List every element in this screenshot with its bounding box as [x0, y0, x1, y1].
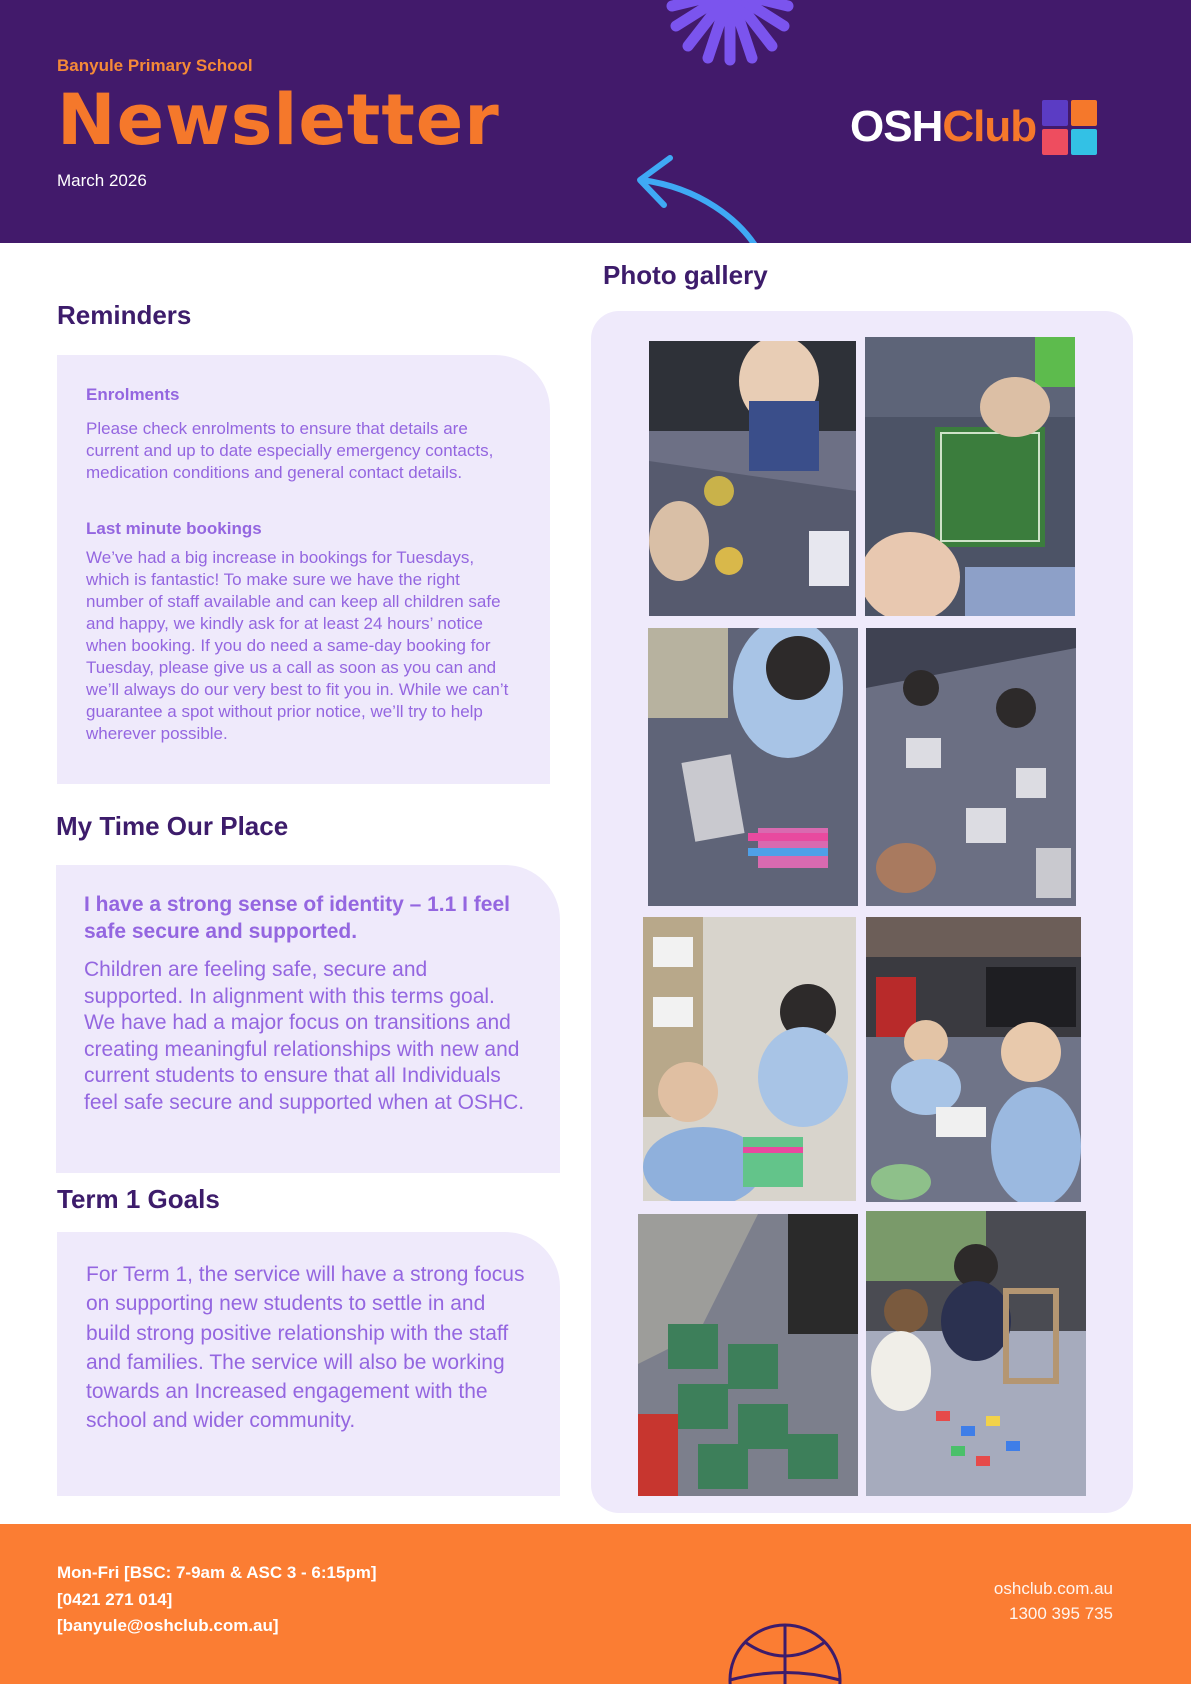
enrolments-title: Enrolments [86, 385, 180, 404]
mtop-text: Children are feeling safe, secure and supported. In alignment with this terms goal. We have had a major focus on transitions and creating meaningful relationships with new and current students to ensure that all Individuals feel safe secure and supported when at OSHC. [84, 958, 525, 1114]
goals-text: For Term 1, the service will have a strong focus on supporting new students to settle in and build strong positive relationship with the staff and families. The service will also be working towards an Increased engagement with the school and wider community. [86, 1263, 525, 1433]
enrolments-text: Please check enrolments to ensure that details are current and up to date especially emergency contacts, medication conditions and general contact details. [86, 419, 494, 482]
opening-hours: Mon-Fri [BSC: 7-9am & ASC 3 - 6:15pm] [57, 1563, 377, 1582]
goals-panel [57, 1232, 560, 1496]
bookings-text: We’ve had a big increase in bookings for Tuesdays, which is fantastic! To make sure we have the right number of staff available and can keep all children safe and happy, we kindly ask for at least 24 hours’ notice when booking. If you do need a same-day booking for Tuesday, please give us a call as soon as you can and we’ll always do our very best to fit you in. While we can’t guarantee a spot without prior notice, we’ll try to help wherever possible. [86, 548, 509, 743]
website-link[interactable]: oshclub.com.au [993, 1579, 1113, 1598]
header-banner [0, 0, 1191, 243]
photo-smiling-students-image [866, 917, 1081, 1202]
goals-heading: Term 1 Goals [57, 1184, 220, 1214]
photo-foil-craft-image [648, 628, 858, 906]
logo-squares-icon [1042, 100, 1097, 155]
photo-colouring-image [643, 917, 856, 1201]
footer-bar [0, 1524, 1191, 1684]
website-block [994, 1576, 1113, 1626]
photo-cardboard-crafts-image [638, 1214, 858, 1496]
reminders-panel [57, 355, 550, 784]
gallery-photo-1[interactable] [649, 341, 856, 616]
newsletter-date: March 2026 [57, 171, 147, 190]
newsletter-title: Newsletter [57, 79, 500, 161]
gallery-photo-8[interactable] [866, 1211, 1086, 1496]
logo-text-club: Club [942, 102, 1037, 151]
mtop-subtitle: I have a strong sense of identity – 1.1 I feel safe secure and supported. [84, 893, 510, 943]
gallery-photo-6[interactable] [866, 917, 1081, 1202]
gallery-photo-2[interactable] [865, 337, 1075, 616]
logo-text-osh: OSH [850, 102, 943, 151]
gallery-photo-7[interactable] [638, 1214, 858, 1496]
contact-block [57, 1560, 377, 1640]
photo-crafts-table-image [866, 628, 1076, 906]
curved-arrow-icon [630, 150, 770, 243]
gallery-photo-5[interactable] [643, 917, 856, 1201]
gallery-photo-4[interactable] [866, 628, 1076, 906]
photo-table-football-image [865, 337, 1075, 616]
photo-blocks-frame-image [866, 1211, 1086, 1496]
bookings-title: Last minute bookings [86, 519, 262, 538]
starburst-icon [660, 0, 800, 68]
school-name: Banyule Primary School [57, 56, 253, 75]
oshclub-logo [850, 97, 1097, 157]
contact-phone[interactable]: [0421 271 014] [57, 1589, 173, 1609]
mtop-panel [56, 865, 560, 1173]
contact-email[interactable]: [banyule@oshclub.com.au] [57, 1616, 279, 1635]
photo-card-game-image [649, 341, 856, 616]
mtop-heading: My Time Our Place [56, 811, 289, 841]
gallery-photo-3[interactable] [648, 628, 858, 906]
basketball-icon [725, 1620, 845, 1684]
gallery-heading: Photo gallery [603, 260, 768, 290]
hotline-number[interactable]: 1300 395 735 [1009, 1604, 1113, 1623]
reminders-heading: Reminders [57, 300, 192, 330]
